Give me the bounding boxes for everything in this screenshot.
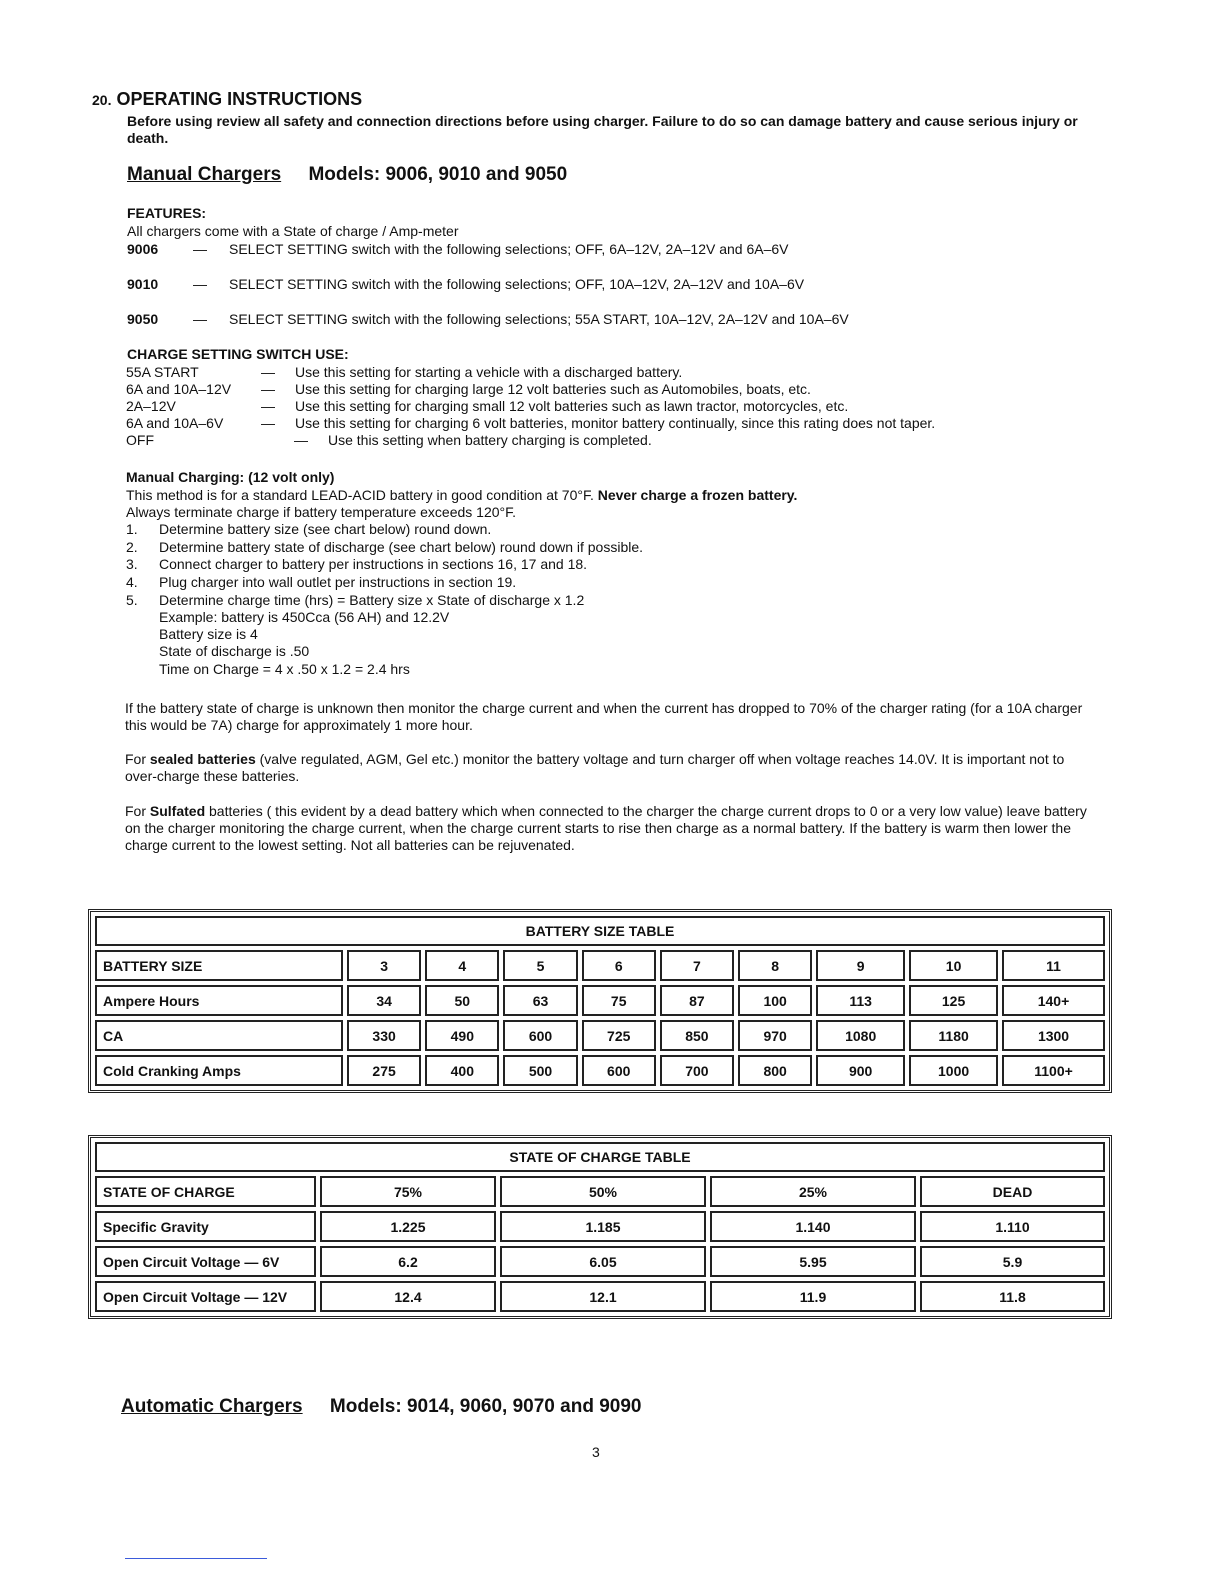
table-cell: 100 — [738, 985, 812, 1016]
table-cell: 1.110 — [920, 1211, 1105, 1242]
table-cell: 25% — [710, 1176, 916, 1207]
switch-desc: Use this setting for charging small 12 volt batteries such as lawn tractor, motorcycles, etc. — [295, 398, 849, 414]
step-text: Plug charger into wall outlet per instructions in section 19. — [159, 574, 517, 590]
row-header: Open Circuit Voltage — 6V — [95, 1246, 316, 1277]
table-cell: 6.2 — [320, 1246, 496, 1277]
table-cell: 12.4 — [320, 1281, 496, 1312]
row-header: Ampere Hours — [95, 985, 343, 1016]
automatic-chargers-heading — [121, 1396, 641, 1418]
table-cell: 10 — [909, 950, 998, 981]
table-cell: 11 — [1002, 950, 1105, 981]
table-cell: 725 — [582, 1020, 656, 1051]
table-cell: 75% — [320, 1176, 496, 1207]
step-item — [126, 556, 1126, 573]
table-cell: 3 — [347, 950, 421, 981]
table-cell: 50% — [500, 1176, 706, 1207]
table-cell: DEAD — [920, 1176, 1105, 1207]
step-number: 2. — [126, 539, 138, 555]
switch-row — [126, 381, 1126, 398]
para-text: For — [125, 751, 150, 767]
switch-desc: Use this setting for charging 6 volt batteries, monitor battery continually, since this rating does not taper. — [295, 415, 936, 431]
table-row — [95, 1246, 1105, 1277]
model-code: 9050 — [127, 311, 159, 327]
step-text: Determine battery size (see chart below) round down. — [159, 521, 492, 537]
table-cell: 1.140 — [710, 1211, 916, 1242]
table-cell: 11.9 — [710, 1281, 916, 1312]
step-text: Connect charger to battery per instructions in sections 16, 17 and 18. — [159, 556, 588, 572]
manual-chargers-models: Models: 9006, 9010 and 9050 — [308, 164, 568, 185]
table-cell: 113 — [816, 985, 905, 1016]
footer-divider — [125, 1558, 267, 1559]
table-row — [95, 985, 1105, 1016]
table-cell: 1000 — [909, 1055, 998, 1086]
sealed-term: sealed batteries — [149, 751, 256, 767]
example-line: State of discharge is .50 — [159, 643, 310, 659]
table-cell: 600 — [503, 1020, 577, 1051]
table-cell: 400 — [425, 1055, 499, 1086]
sealed-paragraph — [125, 751, 1095, 785]
unknown-charge-paragraph: If the battery state of charge is unknown then monitor the charge current and when the current has dropped to 70% of the charger rating (for a 10A charger this would be 7A) charge for approximately 1 more hour. — [125, 700, 1083, 733]
manual-chargers-label: Manual Chargers — [127, 164, 282, 185]
table-cell: 140+ — [1002, 985, 1105, 1016]
charging-line-2: Always terminate charge if battery temperature exceeds 120°F. — [126, 504, 517, 520]
sulfated-term: Sulfated — [149, 803, 206, 819]
row-header: STATE OF CHARGE — [95, 1176, 316, 1207]
dash: — — [261, 381, 275, 397]
table-cell: 6.05 — [500, 1246, 706, 1277]
switch-key: 55A START — [126, 364, 199, 380]
row-header: Open Circuit Voltage — 12V — [95, 1281, 316, 1312]
table-cell: 5.95 — [710, 1246, 916, 1277]
dash: — — [261, 398, 275, 414]
example-line: Example: battery is 450Cca (56 AH) and 12.2V — [159, 609, 450, 625]
para-text: (valve regulated, AGM, Gel etc.) monitor the battery voltage and turn charger off when voltage reaches 14.0V. It is important not to over-charge these batteries. — [125, 751, 1065, 784]
model-desc: SELECT SETTING switch with the following selections; OFF, 10A–12V, 2A–12V and 10A–6V — [229, 276, 805, 292]
step-item — [126, 521, 1126, 538]
table-cell: 87 — [660, 985, 734, 1016]
table-cell: 1.185 — [500, 1211, 706, 1242]
switch-row — [126, 415, 1126, 432]
table-cell: 800 — [738, 1055, 812, 1086]
table-cell: 500 — [503, 1055, 577, 1086]
table-cell: 9 — [816, 950, 905, 981]
manual-charging-title: Manual Charging: (12 volt only) — [126, 469, 335, 485]
model-code: 9010 — [127, 276, 159, 292]
model-row — [127, 311, 1127, 328]
table-row — [95, 1281, 1105, 1312]
switch-key: 6A and 10A–6V — [126, 415, 224, 431]
model-code: 9006 — [127, 241, 159, 257]
dash: — — [294, 432, 308, 448]
table-cell: 600 — [582, 1055, 656, 1086]
table-cell: 900 — [816, 1055, 905, 1086]
table-cell: 5 — [503, 950, 577, 981]
switch-row — [126, 398, 1126, 415]
table-cell: 7 — [660, 950, 734, 981]
features-label: FEATURES: — [127, 205, 207, 221]
table-cell: 34 — [347, 985, 421, 1016]
step-text: Determine battery state of discharge (see chart below) round down if possible. — [159, 539, 644, 555]
table-cell: 1080 — [816, 1020, 905, 1051]
table-cell: 850 — [660, 1020, 734, 1051]
page-number: 3 — [592, 1444, 600, 1460]
table-cell: 11.8 — [920, 1281, 1105, 1312]
step-number: 3. — [126, 556, 138, 572]
row-header: Cold Cranking Amps — [95, 1055, 343, 1086]
step-number: 1. — [126, 521, 138, 537]
example-line: Time on Charge = 4 x .50 x 1.2 = 2.4 hrs — [159, 661, 410, 677]
switch-key: 6A and 10A–12V — [126, 381, 232, 397]
dash: — — [193, 311, 207, 327]
table-cell: 1180 — [909, 1020, 998, 1051]
step-item — [126, 574, 1126, 591]
table-cell: 125 — [909, 985, 998, 1016]
automatic-chargers-label: Automatic Chargers — [121, 1396, 303, 1417]
table-cell: 50 — [425, 985, 499, 1016]
para-text: For — [125, 803, 150, 819]
table-cell: 700 — [660, 1055, 734, 1086]
automatic-chargers-models: Models: 9014, 9060, 9070 and 9090 — [329, 1396, 642, 1417]
table-cell: 1300 — [1002, 1020, 1105, 1051]
charging-text: This method is for a standard LEAD-ACID battery in good condition at 70°F. — [126, 487, 594, 503]
model-row — [127, 241, 1127, 258]
model-desc: SELECT SETTING switch with the following selections; OFF, 6A–12V, 2A–12V and 6A–6V — [229, 241, 789, 257]
table-cell: 6 — [582, 950, 656, 981]
table-cell: 1.225 — [320, 1211, 496, 1242]
switch-key: OFF — [126, 432, 154, 448]
section-title-text: OPERATING INSTRUCTIONS — [116, 89, 363, 109]
switch-use-title: CHARGE SETTING SWITCH USE: — [127, 346, 349, 362]
dash: — — [261, 364, 275, 380]
table-cell: 12.1 — [500, 1281, 706, 1312]
table-row — [95, 1055, 1105, 1086]
features-line: All chargers come with a State of charge / Amp-meter — [127, 223, 459, 239]
example-line: Battery size is 4 — [159, 626, 258, 642]
table-cell: 490 — [425, 1020, 499, 1051]
table-cell: 4 — [425, 950, 499, 981]
manual-chargers-heading — [127, 164, 567, 186]
switch-desc: Use this setting when battery charging is completed. — [328, 432, 652, 448]
step-number: 5. — [126, 592, 138, 608]
charging-line-1 — [126, 487, 1126, 504]
section-number: 20. — [92, 92, 112, 108]
row-header: CA — [95, 1020, 343, 1051]
table-caption: BATTERY SIZE TABLE — [95, 916, 1105, 946]
frozen-warning: Never charge a frozen battery. — [597, 487, 798, 503]
table-cell: 8 — [738, 950, 812, 981]
table-row — [95, 1020, 1105, 1051]
section-title — [92, 89, 362, 110]
row-header: BATTERY SIZE — [95, 950, 343, 981]
table-cell: 275 — [347, 1055, 421, 1086]
table-cell: 330 — [347, 1020, 421, 1051]
table-cell: 970 — [738, 1020, 812, 1051]
table-cell: 1100+ — [1002, 1055, 1105, 1086]
table-row — [95, 950, 1105, 981]
step-number: 4. — [126, 574, 138, 590]
dash: — — [261, 415, 275, 431]
para-text: batteries ( this evident by a dead battery which when connected to the charger the charge current drops to 0 or a very low value) leave battery on the charger monitoring the charge current, when the charge current starts to rise then charge as a normal battery. If the battery is warm then lower the charge current to the lowest setting. Not all batteries can be rejuvenated. — [125, 803, 1087, 853]
switch-row — [126, 432, 1126, 449]
model-desc: SELECT SETTING switch with the following selections; 55A START, 10A–12V, 2A–12V and 10A–6V — [229, 311, 849, 327]
sulfated-paragraph — [125, 803, 1095, 854]
table-cell: 5.9 — [920, 1246, 1105, 1277]
state-of-charge-table — [88, 1135, 1112, 1319]
table-cell: 63 — [503, 985, 577, 1016]
dash: — — [193, 276, 207, 292]
table-row — [95, 1211, 1105, 1242]
dash: — — [193, 241, 207, 257]
switch-desc: Use this setting for charging large 12 volt batteries such as Automobiles, boats, etc. — [295, 381, 811, 397]
step-item — [126, 539, 1126, 556]
switch-key: 2A–12V — [126, 398, 176, 414]
switch-row — [126, 364, 1126, 381]
row-header: Specific Gravity — [95, 1211, 316, 1242]
step-text: Determine charge time (hrs) = Battery size x State of discharge x 1.2 — [159, 592, 585, 608]
battery-size-table — [88, 909, 1112, 1093]
table-cell: 75 — [582, 985, 656, 1016]
switch-desc: Use this setting for starting a vehicle with a discharged battery. — [295, 364, 683, 380]
model-row — [127, 276, 1127, 293]
table-caption: STATE OF CHARGE TABLE — [95, 1142, 1105, 1172]
step-item — [126, 592, 1126, 609]
table-row — [95, 1176, 1105, 1207]
safety-intro: Before using review all safety and connection directions before using charger. Failure to do so can damage battery and cause serious injury or death. — [127, 113, 1078, 146]
